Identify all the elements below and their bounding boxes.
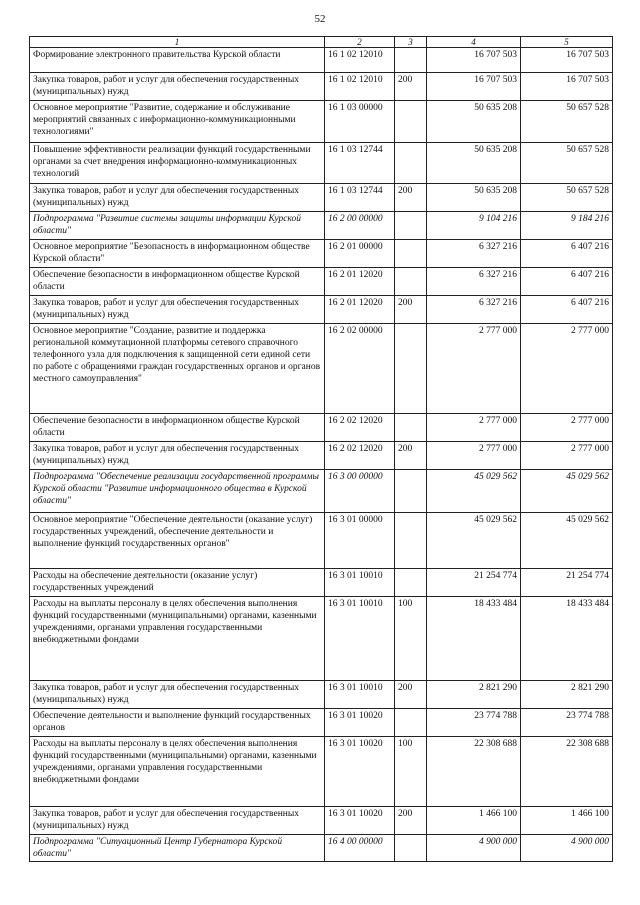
row-code: 16 3 01 10020 — [325, 709, 395, 737]
row-code: 16 3 01 10010 — [325, 597, 395, 681]
row-name: Основное мероприятие "Обеспечение деятельности (оказание услуг) государственных учреждений, обеспечение деятельности и выполнение функций государственных органов" — [30, 513, 325, 569]
row-amount-year-2: 6 407 216 — [521, 296, 613, 324]
row-expense-type: 100 — [395, 597, 427, 681]
row-expense-type — [395, 324, 427, 414]
row-name: Повышение эффективности реализации функций государственными органами за счет внедрения информационно-коммуникационных технологий — [30, 143, 325, 184]
row-expense-type — [395, 569, 427, 597]
row-code: 16 4 00 00000 — [325, 835, 395, 862]
row-amount-year-2: 50 657 528 — [521, 143, 613, 184]
header-col-1: 1 — [30, 37, 325, 48]
row-name: Подпрограмма "Развитие системы защиты информации Курской области" — [30, 212, 325, 240]
row-code: 16 3 01 10020 — [325, 807, 395, 835]
row-name: Закупка товаров, работ и услуг для обеспечения государственных (муниципальных) нужд — [30, 681, 325, 709]
row-code: 16 1 03 00000 — [325, 101, 395, 143]
table-row — [30, 681, 613, 709]
row-name: Основное мероприятие "Развитие, содержание и обслуживание мероприятий связанных с информационно-коммуникационными технологиями" — [30, 101, 325, 143]
table-row — [30, 212, 613, 240]
page-number: 52 — [314, 13, 326, 25]
budget-table — [29, 36, 613, 862]
row-name: Закупка товаров, работ и услуг для обеспечения государственных (муниципальных) нужд — [30, 73, 325, 101]
row-amount-year-1: 23 774 788 — [427, 709, 521, 737]
row-amount-year-1: 50 635 208 — [427, 184, 521, 212]
row-amount-year-2: 9 184 216 — [521, 212, 613, 240]
row-expense-type — [395, 709, 427, 737]
row-amount-year-2: 16 707 503 — [521, 48, 613, 73]
row-name: Расходы на выплаты персоналу в целях обеспечения выполнения функций государственными (муниципальными) органами, казенными учреждениями, органами управления государственными внебюджетными фондами — [30, 597, 325, 681]
row-expense-type — [395, 268, 427, 296]
row-code: 16 2 01 12020 — [325, 268, 395, 296]
header-col-2: 2 — [325, 37, 395, 48]
row-code: 16 2 00 00000 — [325, 212, 395, 240]
row-expense-type — [395, 143, 427, 184]
row-code: 16 1 02 12010 — [325, 48, 395, 73]
row-amount-year-1: 16 707 503 — [427, 73, 521, 101]
row-amount-year-1: 6 327 216 — [427, 240, 521, 268]
column-number-header — [30, 37, 613, 48]
row-amount-year-2: 2 777 000 — [521, 414, 613, 442]
row-amount-year-2: 21 254 774 — [521, 569, 613, 597]
row-amount-year-1: 21 254 774 — [427, 569, 521, 597]
table-row — [30, 835, 613, 862]
table-row — [30, 143, 613, 184]
row-amount-year-1: 50 635 208 — [427, 143, 521, 184]
row-name: Расходы на выплаты персоналу в целях обеспечения выполнения функций государственными (муниципальными) органами, казенными учреждениями, органами управления государственными внебюджетными фондами — [30, 737, 325, 807]
row-name: Закупка товаров, работ и услуг для обеспечения государственных (муниципальных) нужд — [30, 807, 325, 835]
row-code: 16 2 02 00000 — [325, 324, 395, 414]
row-code: 16 3 01 10010 — [325, 569, 395, 597]
table-row — [30, 597, 613, 681]
row-code: 16 1 02 12010 — [325, 73, 395, 101]
row-code: 16 1 03 12744 — [325, 184, 395, 212]
row-amount-year-2: 16 707 503 — [521, 73, 613, 101]
row-amount-year-1: 16 707 503 — [427, 48, 521, 73]
row-code: 16 2 02 12020 — [325, 414, 395, 442]
row-name: Основное мероприятие "Безопасность в информационном обществе Курской области" — [30, 240, 325, 268]
row-name: Формирование электронного правительства Курской области — [30, 48, 325, 73]
table-row — [30, 569, 613, 597]
header-col-4: 4 — [427, 37, 521, 48]
row-amount-year-1: 1 466 100 — [427, 807, 521, 835]
row-expense-type — [395, 212, 427, 240]
row-amount-year-1: 2 777 000 — [427, 414, 521, 442]
row-amount-year-2: 22 308 688 — [521, 737, 613, 807]
row-amount-year-2: 45 029 562 — [521, 470, 613, 513]
header-col-5: 5 — [521, 37, 613, 48]
row-amount-year-1: 2 777 000 — [427, 442, 521, 470]
row-expense-type: 200 — [395, 807, 427, 835]
row-code: 16 3 01 00000 — [325, 513, 395, 569]
row-name: Закупка товаров, работ и услуг для обеспечения государственных (муниципальных) нужд — [30, 442, 325, 470]
table-row — [30, 184, 613, 212]
row-amount-year-2: 4 900 000 — [521, 835, 613, 862]
table-row — [30, 442, 613, 470]
budget-table-body — [30, 37, 613, 862]
row-amount-year-2: 2 821 290 — [521, 681, 613, 709]
table-row — [30, 324, 613, 414]
row-amount-year-2: 23 774 788 — [521, 709, 613, 737]
row-expense-type — [395, 835, 427, 862]
row-amount-year-1: 4 900 000 — [427, 835, 521, 862]
row-expense-type: 200 — [395, 296, 427, 324]
table-row — [30, 737, 613, 807]
row-code: 16 2 01 12020 — [325, 296, 395, 324]
row-name: Закупка товаров, работ и услуг для обеспечения государственных (муниципальных) нужд — [30, 296, 325, 324]
row-name: Основное мероприятие "Создание, развитие и поддержка региональной коммутационной платформы сетевого справочного телефонного узла для подключения к защищенной сети единой сети по работе с обращениями граждан государственных органов и органов местного самоуправления" — [30, 324, 325, 414]
row-amount-year-2: 6 407 216 — [521, 240, 613, 268]
row-code: 16 3 01 10020 — [325, 737, 395, 807]
row-expense-type — [395, 101, 427, 143]
table-row — [30, 73, 613, 101]
row-name: Подпрограмма "Обеспечение реализации государственной программы Курской области "Развитие информационного общества в Курской области" — [30, 470, 325, 513]
row-amount-year-1: 18 433 484 — [427, 597, 521, 681]
row-amount-year-2: 1 466 100 — [521, 807, 613, 835]
row-expense-type: 100 — [395, 737, 427, 807]
row-expense-type — [395, 513, 427, 569]
row-amount-year-1: 6 327 216 — [427, 268, 521, 296]
table-row — [30, 414, 613, 442]
header-col-3: 3 — [395, 37, 427, 48]
row-expense-type — [395, 470, 427, 513]
row-code: 16 2 02 12020 — [325, 442, 395, 470]
row-expense-type: 200 — [395, 73, 427, 101]
row-name: Подпрограмма "Ситуационный Центр Губернатора Курской области" — [30, 835, 325, 862]
row-expense-type — [395, 48, 427, 73]
row-amount-year-1: 2 777 000 — [427, 324, 521, 414]
row-code: 16 1 03 12744 — [325, 143, 395, 184]
table-row — [30, 268, 613, 296]
row-amount-year-2: 2 777 000 — [521, 324, 613, 414]
row-name: Расходы на обеспечение деятельности (оказание услуг) государственных учреждений — [30, 569, 325, 597]
row-code: 16 3 00 00000 — [325, 470, 395, 513]
row-amount-year-2: 2 777 000 — [521, 442, 613, 470]
table-row — [30, 513, 613, 569]
row-amount-year-2: 50 657 528 — [521, 101, 613, 143]
row-amount-year-2: 18 433 484 — [521, 597, 613, 681]
row-amount-year-1: 9 104 216 — [427, 212, 521, 240]
row-amount-year-1: 50 635 208 — [427, 101, 521, 143]
row-name: Закупка товаров, работ и услуг для обеспечения государственных (муниципальных) нужд — [30, 184, 325, 212]
row-expense-type — [395, 414, 427, 442]
row-name: Обеспечение безопасности в информационном обществе Курской области — [30, 268, 325, 296]
row-amount-year-2: 6 407 216 — [521, 268, 613, 296]
table-row — [30, 296, 613, 324]
table-row — [30, 48, 613, 73]
table-row — [30, 470, 613, 513]
row-expense-type — [395, 240, 427, 268]
table-row — [30, 709, 613, 737]
row-amount-year-1: 6 327 216 — [427, 296, 521, 324]
table-row — [30, 807, 613, 835]
row-amount-year-1: 2 821 290 — [427, 681, 521, 709]
row-amount-year-1: 22 308 688 — [427, 737, 521, 807]
row-code: 16 3 01 10010 — [325, 681, 395, 709]
row-code: 16 2 01 00000 — [325, 240, 395, 268]
row-expense-type: 200 — [395, 442, 427, 470]
row-name: Обеспечение деятельности и выполнение функций государственных органов — [30, 709, 325, 737]
table-row — [30, 101, 613, 143]
row-name: Обеспечение безопасности в информационном обществе Курской области — [30, 414, 325, 442]
row-amount-year-2: 45 029 562 — [521, 513, 613, 569]
row-amount-year-1: 45 029 562 — [427, 513, 521, 569]
row-expense-type: 200 — [395, 681, 427, 709]
row-expense-type: 200 — [395, 184, 427, 212]
row-amount-year-1: 45 029 562 — [427, 470, 521, 513]
row-amount-year-2: 50 657 528 — [521, 184, 613, 212]
table-row — [30, 240, 613, 268]
